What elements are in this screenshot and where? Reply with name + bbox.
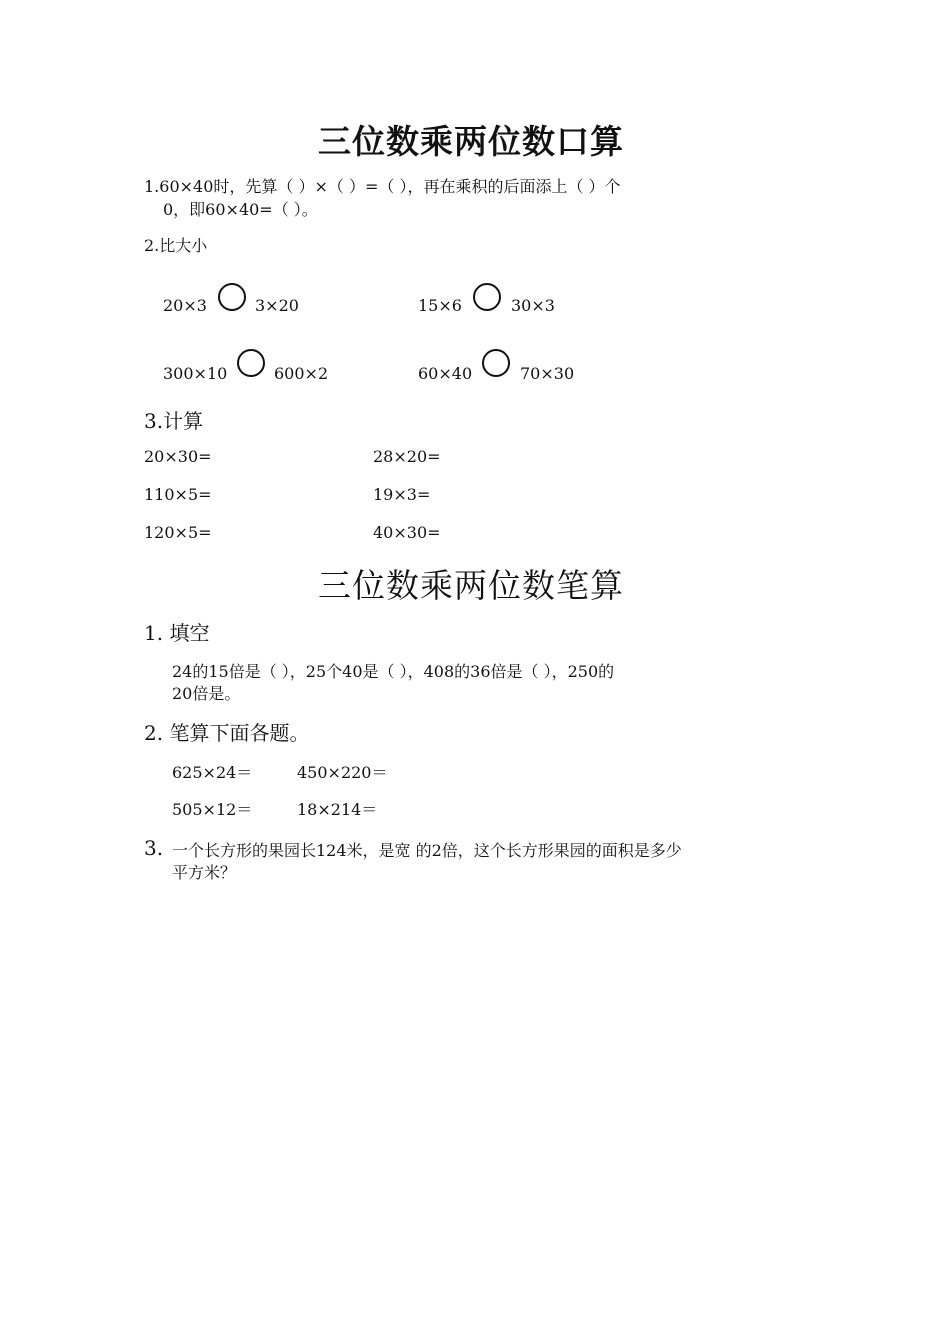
s2-question-3-line-1: 一个长方形的果园长124米，是宽 的2倍，这个长方形果园的面积是多少 [172,841,682,860]
calc-item-2: 28×20= [373,447,441,466]
compare-circle-3[interactable] [237,349,265,377]
calc-item-6: 40×30= [373,523,441,542]
compare-right-4: 70×30 [520,364,575,383]
compare-circle-2[interactable] [473,283,501,311]
calc-item-3: 110×5= [144,485,212,504]
question-1-line-2: 0，即60×40=（ ）。 [163,200,318,219]
question-3-label: 3.计算 [144,409,204,433]
written-item-3: 505×12＝ [172,800,253,819]
written-item-2: 450×220＝ [297,763,388,782]
s2-question-1-label: 1. 填空 [144,621,210,645]
compare-left-2: 15×6 [418,296,462,315]
written-item-1: 625×24＝ [172,763,253,782]
calc-item-4: 19×3= [373,485,431,504]
page-title: 三位数乘两位数口算 [318,122,624,161]
compare-circle-4[interactable] [482,349,510,377]
calc-item-1: 20×30= [144,447,212,466]
s2-question-1-line-1: 24的15倍是（ ），25个40是（ ），408的36倍是（ ），250的 [172,662,615,681]
compare-right-2: 30×3 [511,296,555,315]
section-2-title: 三位数乘两位数笔算 [318,566,624,605]
compare-right-1: 3×20 [255,296,299,315]
s2-question-2-label: 2. 笔算下面各题。 [144,721,310,745]
compare-left-1: 20×3 [163,296,207,315]
s2-question-1-line-2: 20倍是。 [172,684,241,703]
question-1-line-1: 1.60×40时，先算（ ）×（ ）=（ ），再在乘积的后面添上（ ）个 [144,177,621,196]
compare-left-4: 60×40 [418,364,473,383]
written-item-4: 18×214＝ [297,800,378,819]
compare-circle-1[interactable] [218,283,246,311]
s2-question-3-number: 3. [144,836,164,860]
s2-question-3-line-2: 平方米？ [172,863,237,882]
compare-left-3: 300×10 [163,364,228,383]
compare-right-3: 600×2 [274,364,329,383]
question-2-label: 2.比大小 [144,236,208,255]
calc-item-5: 120×5= [144,523,212,542]
